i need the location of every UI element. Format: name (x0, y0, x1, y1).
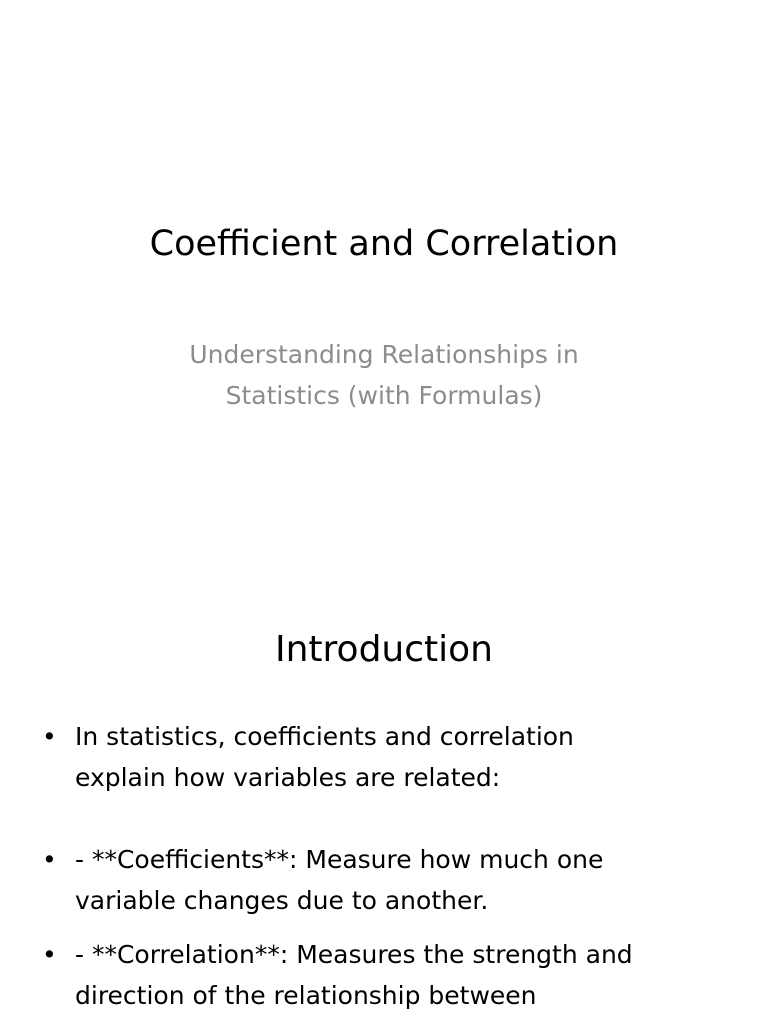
slide-title: Coefficient and Correlation (149, 224, 619, 264)
bullet-icon: • (42, 722, 57, 751)
introduction-slide (0, 576, 768, 1024)
blank-line (75, 798, 740, 839)
bullet-text-line: - **Correlation**: Measures the strength and (75, 940, 633, 969)
bullet-text-line: - **Coefficients**: Measure how much one (75, 845, 604, 874)
bullet-text-line: direction of the relationship between (75, 981, 537, 1010)
bullet-item (40, 934, 740, 1016)
subtitle-line: Understanding Relationships in (189, 340, 579, 369)
slide-subtitle (114, 334, 654, 416)
bullet-list (40, 716, 740, 1016)
bullet-icon: • (42, 940, 57, 969)
bullet-text-line: variable changes due to another. (75, 886, 489, 915)
bullet-text-line: explain how variables are related: (75, 763, 501, 792)
slide-title: Introduction (274, 629, 493, 670)
bullet-icon: • (42, 845, 57, 874)
subtitle-line: Statistics (with Formulas) (225, 381, 543, 410)
bullet-text-line: In statistics, coefficients and correlation (75, 722, 574, 751)
bullet-item (40, 716, 740, 839)
bullet-item (40, 839, 740, 921)
